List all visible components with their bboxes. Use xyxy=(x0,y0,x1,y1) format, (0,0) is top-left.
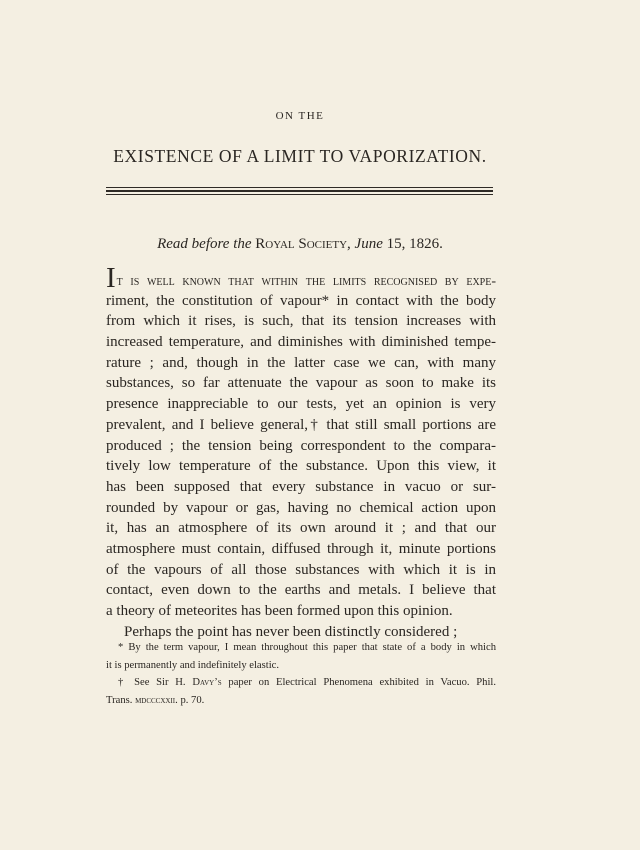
body-line: atmosphere must contain, diffused through it, minute portions xyxy=(106,540,496,557)
footnote-2-line-1 xyxy=(106,674,496,692)
body-line: it, has an atmosphere of its own around it ; and that our xyxy=(106,520,496,537)
body-line: rature ; and, though in the latter case we can, with many xyxy=(106,354,496,371)
read-before-line xyxy=(0,236,600,253)
drop-cap: I xyxy=(106,262,116,294)
body-line: rounded by vapour or gas, having no chemical action upon xyxy=(106,499,496,516)
body-line: substances, so far attenuate the vapour as soon to make its xyxy=(106,375,496,392)
footnote-2-name: Davy’s xyxy=(192,677,222,688)
body-line: prevalent, and I believe general,† that still small portions are xyxy=(106,416,496,433)
body-line: a theory of meteorites has been formed upon this opinion. xyxy=(106,603,453,619)
body-line: produced ; the tension being correspondent to the compara- xyxy=(106,437,496,454)
body-text xyxy=(106,262,496,642)
body-line: increased temperature, and diminishes with diminished tempe- xyxy=(106,334,496,351)
society-name: Royal Society, xyxy=(255,236,351,252)
body-line-first xyxy=(106,262,496,294)
body-line-first-rest: t is well known that within the limits recognised by expe- xyxy=(116,274,496,289)
read-year: 1826. xyxy=(409,236,443,252)
footnote-2-roman: mdcccxxii. xyxy=(135,694,178,706)
footnote-2-prefix: † See Sir H. xyxy=(118,677,186,688)
read-prefix: Read before the xyxy=(157,236,252,252)
body-line: tively low temperature of the substance. Upon this view, it xyxy=(106,458,496,475)
body-line: riment, the constitution of vapour* in contact with the body xyxy=(106,292,496,309)
footnote-2-line-2 xyxy=(106,692,496,710)
footnote-2-trans: Trans. xyxy=(106,694,133,706)
read-day: 15, xyxy=(386,236,406,252)
title-rule-thin-bottom xyxy=(106,194,493,195)
footnote-2-page: p. 70. xyxy=(180,694,205,706)
footnotes xyxy=(106,639,496,709)
pretitle: ON THE xyxy=(275,110,325,122)
page-title: EXISTENCE OF A LIMIT TO VAPORIZATION. xyxy=(113,146,487,166)
body-line: of the vapours of all those substances with which it is in xyxy=(106,561,496,578)
body-line: from which it rises, is such, that its tension increases with xyxy=(106,313,496,330)
footnote-1-line-1: * By the term vapour, I mean throughout this paper that state of a body in which xyxy=(118,642,496,653)
title-rule-thick xyxy=(106,190,493,192)
footnote-2-rest: paper on Electrical Phenomena exhibited in Vacuo. Phil. xyxy=(228,677,497,688)
read-month: June xyxy=(354,236,383,252)
body-line: has been supposed that every substance in vacuo or sur- xyxy=(106,478,496,495)
body-line-new-paragraph: Perhaps the point has never been distinctly considered ; xyxy=(124,623,458,640)
body-line: contact, even down to the earths and metals. I believe that xyxy=(106,582,496,599)
title-rule-thin-top xyxy=(106,187,493,188)
footnote-1-line-2: it is permanently and indefinitely elastic. xyxy=(106,659,279,671)
body-line: presence inappreciable to our tests, yet an opinion is very xyxy=(106,396,496,413)
